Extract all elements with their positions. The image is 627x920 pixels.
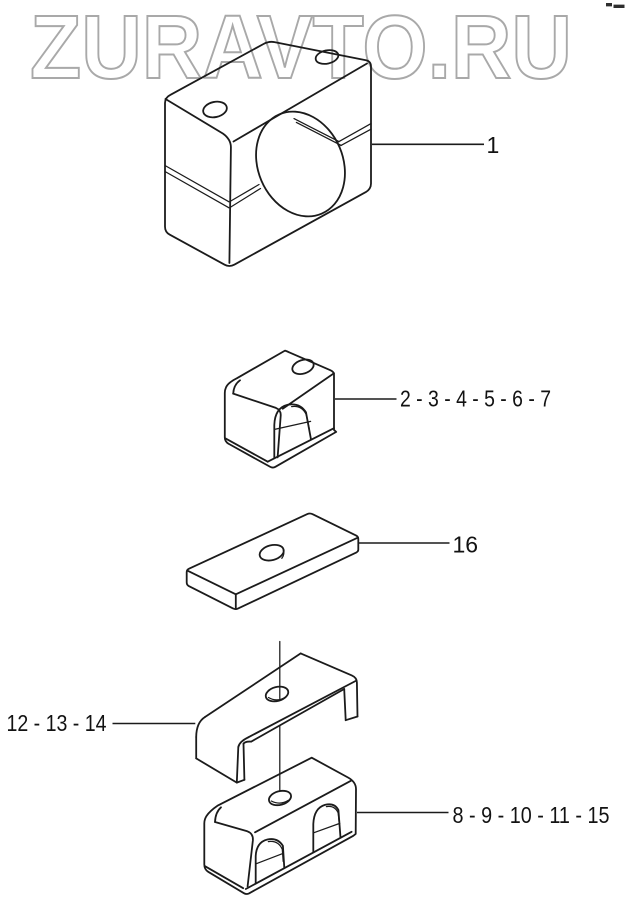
base-flange-top-left [205,866,243,888]
front-leg-band-edge [244,744,245,780]
part-label-12: 12 - 13 - 14 [6,710,107,736]
rear-leg-bottom-edge [346,717,358,721]
watermark-text: ZURAVTO.RU [30,0,572,98]
front-left-edge [215,822,253,886]
front-leg-end-edge [237,780,245,783]
nose-inner-arc [215,807,221,822]
center-hole [258,542,286,563]
strap-top-back-edge [205,653,301,717]
front-leg-crease [237,747,239,783]
part-2-drawing-clamp-half-single [225,351,336,468]
split-line-left-face [165,166,229,208]
rear-leg-inner-edge [344,689,346,720]
bolt-hole-left [202,100,229,120]
plate-top-front-edge [236,538,358,595]
split-line-front-left [231,185,261,208]
watermark [30,0,572,98]
pipe-arch-left-far-edge [256,853,283,863]
nose-inner-arc [233,380,240,393]
pipe-arch-right-far-edge [314,823,340,832]
page-corner-mark [606,3,625,8]
part-label-2: 2 - 3 - 4 - 5 - 6 - 7 [400,385,551,412]
split-line-front-right [339,124,372,146]
split-line-bore-inner [294,119,341,146]
part-label-16: 16 [452,531,479,558]
part-label-1: 1 [486,131,500,158]
bore-hole [240,98,360,231]
plate-outline [187,514,359,610]
corner-mark-shape [606,3,625,8]
bend-inner-crease [244,742,252,744]
strap-front-top-edge [248,681,356,738]
base-flange-top-left [225,438,267,461]
bolt-hole [267,789,292,808]
bolt-hole [290,357,315,377]
base-flange-top-front [246,832,352,889]
plate-top-left-edge [187,571,236,595]
part-16-drawing-spacer-plate [187,514,359,610]
front-leg-bottom-edge [196,758,237,782]
bend-outer-arc [196,717,205,737]
part-label-8: 8 - 9 - 10 - 11 - 15 [452,801,610,828]
part-12-drawing-u-bracket [196,642,357,791]
bolt-hole [264,684,290,703]
top-front-edge [283,373,334,409]
